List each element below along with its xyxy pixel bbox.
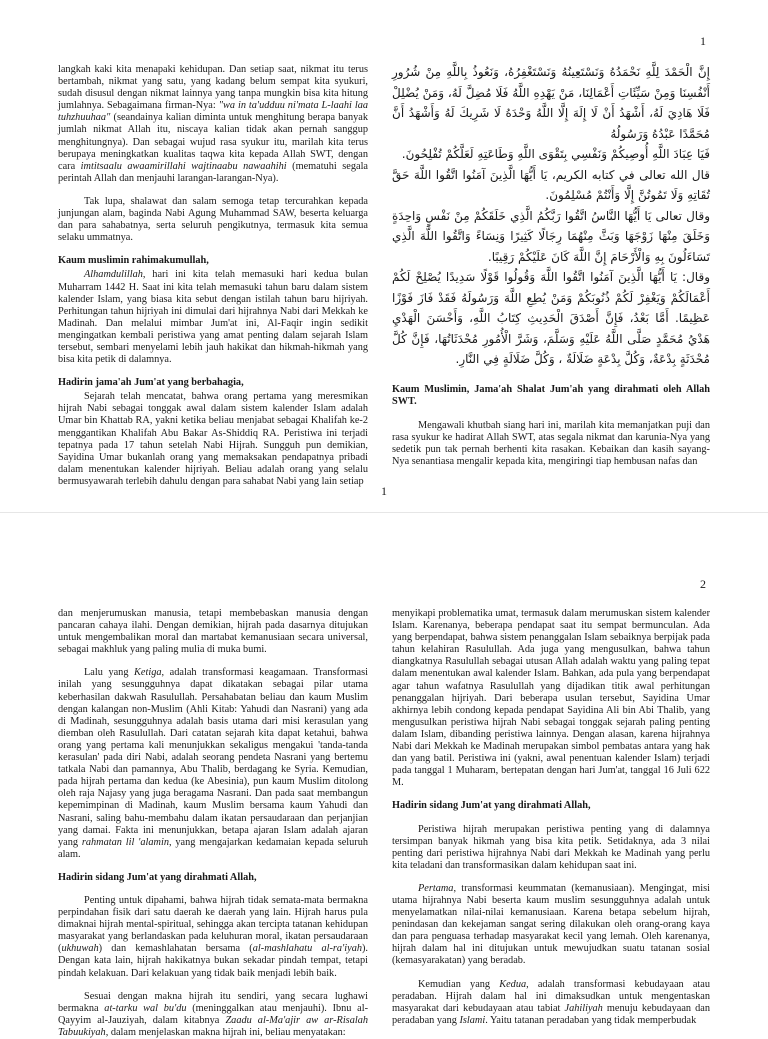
section-heading: Hadirin jama'ah Jum'at yang berbahagia, xyxy=(58,377,244,389)
left-column xyxy=(58,64,369,487)
arabic-text: فَيَا عِبَادَ اللَّهِ أُوصِيكُمْ وَنَفْسِي بِتَقْوَى اللَّهِ وَطَاعَتِهِ لَعَلَّكُمْ تُفْلِحُونَ. xyxy=(401,147,710,161)
paragraph: Mengawali khutbah siang hari ini, marilah kita memanjatkan puji dan rasa syukur ke hadirat Allah SWT, atas segala nikmat dan karunia-Nya yang sedetik pun tak pernah berhenti kita rasakan. Kebaikan dan kasih sayang-Nya senantiasa mengalir kepada kita, mengiringi tiap hembusan nafas dan xyxy=(392,419,710,467)
paragraph: Lalu yang Ketiga, adalah transformasi keagamaan. Transformasi inilah yang sesungguhnya dapat dikatakan sebagai pilar utama keberhasilan dakwah Rasulullah. Persahabatan beliau dan kaum Muslim dengan kalangan non-Muslim (Ahli Kitab: Yahudi dan Nasrani) yang ada di Madinah, sesungguhnya adalah basis utama dari misi kerasulan yang diemban oleh Rasulullah. Dari catatan sejarah kita dapat ketahui, bahwa orang yang pertama kali menunjukkan sekaligus mengakui 'tanda-tanda kerasulan' pada diri Nabi, adalah seorang pendeta Nasrani yang bertemu tatkala Nabi dan pamannya, Abu Thalib, berdagang ke Syria. Kemudian, pada hijrah pertama dan kedua (ke Abesinia), pun kaum Muslim ditolong oleh raja Najasy yang juga beragama Nasrani. Dan pada saat membangun kepemimpinan di Madinah, kaum Muslim bersama kaum Yahudi dan Nasrani, saling bahu-membahu dalam ikatan persaudaraan dan perjanjian yang damai. Fakta ini menunjukkan, betapa ajaran Islam adalah ajaran yang rahmatan lil 'alamin, yang mengajarkan kedamaian kepada seluruh alam. xyxy=(58,667,369,860)
arabic-text: وقال تعالى يَا أَيُّهَا النَّاسُ اتَّقُوا رَبَّكُمُ الَّذِي خَلَقَكُمْ مِنْ نَفْسٍ وَاحِدَةٍ وَخَلَقَ مِنْهَا زَوْجَهَا وَبَثَّ مِنْهُمَا رِجَالًا كَثِيرًا وَنِسَاءً وَاتَّقُوا اللَّهَ الَّذِي تَسَاءَلُونَ بِهِ وَالْأَرْحَامَ إِنَّ اللَّهَ كَانَ عَلَيْكُمْ رَقِيبًا. xyxy=(392,208,710,264)
section-heading: Hadirin sidang Jum'at yang dirahmati Allah, xyxy=(58,871,257,883)
page-number-bottom: 1 xyxy=(381,484,387,498)
section-heading: Kaum muslimin rahimakumullah, xyxy=(58,255,209,267)
arabic-text: إِنَّ الْحَمْدَ لِلَّهِ نَحْمَدُهُ وَنَسْتَعِينُهُ وَنَسْتَغْفِرُهُ، وَنَعُوذُ بِاللَّهِ مِنْ شُرُورِ أَنْفُسِنَا وَمِنْ سَيِّئَاتِ أَعْمَالِنَا، مَنْ يَهْدِهِ اللَّهُ فَلَا مُضِلَّ لَهُ، وَمَنْ يُضْلِلْ فَلَا هَادِيَ لَهُ، أَشْهَدُ أَنْ لَا إِلَهَ إِلَّا اللَّهُ وَحْدَهُ لَا شَرِيكَ لَهُ وَأَشْهَدُ أَنَّ مُحَمَّدًا عَبْدُهُ وَرَسُولُهُ xyxy=(392,65,710,141)
paragraph: langkah kaki kita menapaki kehidupan. Dan setiap saat, nikmat itu terus bertambah, nikmat yang satu, yang kadang belum sempat kita syukuri, sudah disusul dengan nikmat lainnya yang tanpa mungkin bisa kita hitung jumlahnya. Sebagaimana firman-Nya: "wa in ta'udduu ni'mata L-laahi laa tuhzhuuhaa" (seandainya kalian diminta untuk menghitung berapa banyak jumlah nikmat Allah itu, niscaya kalian tidak akan pernah sanggup menghitungnya). Dan sebagai wujud rasa syukur itu, marilah kita terus berupaya meningkatkan kualitas taqwa kita kepada Allah SWT, dengan cara imtitsaalu awaamirillahi wajtinaabu nawaahihi (mematuhi segala perintah Allah dan menjauhi larangan-larangan-Nya). xyxy=(58,64,369,184)
paragraph: Peristiwa hijrah merupakan peristiwa penting yang di dalamnya tersimpan banyak hikmah yang bisa kita petik. Setidaknya, ada 3 nilai penting dari peristiwa hijrahnya Nabi dari Mekkah ke Madinah yang perlu kita teladani dan transformasikan dalam kehidupan saat ini. xyxy=(392,823,710,871)
left-column xyxy=(58,608,369,1038)
arabic-opening xyxy=(392,62,710,370)
paragraph: dan menjerumuskan manusia, tetapi membebaskan manusia dengan pancaran cahaya ilahi. Dengan demikian, hijrah pada dasarnya ditujukan untuk mengembalikan moral dan martabat kemanusiaan secara universal, sebagai makhluk yang paling mulia di muka bumi. xyxy=(58,608,368,656)
paragraph: Sesuai dengan makna hijrah itu sendiri, yang secara lughawi bermakna at-tarku wal bu'du (meninggalkan atau menjauhi). Ibnu al-Qayyim al-Jauziyah, dalam kitabnya Zaadu al-Ma'ajir aw ar-Risalah Tabuukiyah, dalam menjelaskan makna hijrah ini, beliau menyatakan: xyxy=(58,990,368,1038)
page-2 xyxy=(0,512,768,1038)
paragraph: Tak lupa, shalawat dan salam semoga tetap tercurahkan kepada junjungan alam, baginda Nabi Agung Muhammad SAW, beserta keluarga dan para sahabatnya, serta seluruh pengikutnya, termasuk kita semua selaku ummatnya. xyxy=(58,195,368,244)
paragraph: Sejarah telah mencatat, bahwa orang pertama yang meresmikan hijrah Nabi sebagai tonggak awal dalam sistem kalender Islam adalah Umar bin Khattab RA, yakni ketika beliau menjabat sebagai Khalifah ke-2 menggantikan Khalifah Abu Bakar As-Shiddiq RA. Peristiwa ini terjadi tepatnya pada 17 tahun setelah Nabi Hijrah. Sungguh pun demikian, Sayidina Umar bukanlah orang yang memaksakan pendapatnya pribadi dalam menentukan kalender hijriyah. Beliau adalah orang yang selalu bermusyawarah terlebih dahulu dengan para sahabat Nabi yang lain setiap xyxy=(58,391,368,487)
page-1 xyxy=(0,0,768,512)
section-heading: Kaum Muslimin, Jama'ah Shalat Jum'ah yang dirahmati oleh Allah SWT. xyxy=(392,383,710,407)
paragraph: menyikapi problematika umat, termasuk dalam merumuskan sistem kalender Islam. Karenanya, beberapa pendapat saat itu sempat bermunculan. Ada yang berpendapat, bahwa sistem penanggalan Islam sebaiknya berpijak pada tahun kelahiran Rasulullah. Ada juga yang mengusulkan, bahwa tahun diangkatnya Rasulullah sebagai utusan Allah adalah waktu yang paling tepat dalam menentukan awal kalender Islam. Bahkan, ada pula yang berpendapat agar tahun wafatnya Rasulullah yang dijadikan titik awal perhitungan penanggalan hijriyah. Dari beberapa usulan tersebut, Sayidina Umar akhirnya lebih condong kepada pendapat Sayidina Ali bin Abi Thalib, yang mengusulkan peristiwa hijrah Nabi sebagai tonggak sejarah paling penting dalam Islam, dibanding peristiwa lainnya. Dengan alasan, karena hijrahnya Nabi dari Mekkah ke Madinah merupakan simbol pembatas antara yang hak dan yang batil. Peristiwa ini (yakni, awal penentuan kalender Islam) terjadi pada tanggal 1 Muharam, bertepatan dengan hari Jum'at, tanggal 16 Juli 622 M. xyxy=(392,608,710,789)
paragraph: Penting untuk dipahami, bahwa hijrah tidak semata-mata bermakna perpindahan fisik dari satu daerah ke daerah yang lain. Hijrah harus pula dimaknai hijrah mental-spiritual, sehingga akan tercipta tatanan kehidupan masyarakat yang berlandaskan pada keluhuran moral, ikatan persaudaraan (ukhuwah) dan kemashlahatan bersama (al-mashlahatu al-ra'iyah). Dengan kata lain, hijrah hakikatnya bukan sekadar pindah tempat, tetapi pindah kelakuan. Dari kelakuan yang tidak baik menjadi lebih baik. xyxy=(58,894,369,979)
page-number-top: 2 xyxy=(700,577,706,591)
arabic-text: وقال: يَا أَيُّهَا الَّذِينَ آمَنُوا اتَّقُوا اللَّهَ وَقُولُوا قَوْلًا سَدِيدًا يُصْلِحْ لَكُمْ أَعْمَالَكُمْ وَيَغْفِرْ لَكُمْ ذُنُوبَكُمْ وَمَنْ يُطِعِ اللَّهَ وَرَسُولَهُ فَقَدْ فَازَ فَوْزًا عَظِيمًا. أَمَّا بَعْدُ، فَإِنَّ أَصْدَقَ الْحَدِيثِ كِتَابُ اللَّهِ، وَأَحْسَنَ الْهَدْيِ هَدْيُ مُحَمَّدٍ صَلَّى اللَّهُ عَلَيْهِ وَسَلَّمَ، وَشَرَّ الْأُمُورِ مُحْدَثَاتُهَا، فَإِنَّ كُلَّ مُحْدَثَةٍ بِدْعَةٌ، وَكُلَّ بِدْعَةٍ ضَلَالَةٌ ، وَكُلَّ ضَلَالَةٍ فِي النَّارِ. xyxy=(392,270,710,366)
right-column xyxy=(392,608,710,1026)
right-column xyxy=(392,62,710,472)
page-number-top: 1 xyxy=(700,34,706,48)
paragraph: Kemudian yang Kedua, adalah transformasi kebudayaan atau peradaban. Hijrah dalam hal ini dimaksudkan untuk mengentaskan masyarakat dari kebudayaan atau tabiat Jahiliyah menuju kebudayaan dan peradaban yang Islami. Yaitu tatanan peradaban yang tidak memperbudak xyxy=(392,978,710,1026)
arabic-text: قال الله تعالى في كتابه الكريم، يَا أَيُّهَا الَّذِينَ آمَنُوا اتَّقُوا اللَّهَ حَقَّ تُقَاتِهِ وَلَا تَمُوتُنَّ إِلَّا وَأَنْتُمْ مُسْلِمُونَ. xyxy=(392,167,710,202)
paragraph: Pertama, transformasi keummatan (kemanusiaan). Mengingat, misi utama hijrahnya Nabi beserta kaum muslim sesungguhnya adalah untuk menyelamatkan nilai-nilai kemanusiaan. Karena betapa sebelum hijrah, penindasan dan kekejaman sangat sering dilakukan oleh orang-orang kaya dan para penguasa terhadap masyarakat kecil yang lemah. Oleh karenanya, hijrah dalam hal ini ditujukan untuk mewujudkan suatu tatanan sosial (kemasyarakatan) yang beradab. xyxy=(392,882,710,967)
paragraph: Alhamdulillah, hari ini kita telah memasuki hari kedua bulan Muharram 1442 H. Saat ini kita telah memasuki tahun baru dalam sistem kalender Islam, yang biasa kita sebut dengan istilah tahun baru hijriyah. Perhitungan tahun hijriyah ini dimulai dari hijrahnya Nabi dari Mekkah ke Madinah. Dan melalui mimbar Jum'at ini, Al-Faqir ingin sedikit mengingatkan kembali peristiwa yang amat penting dalam sejarah Islam tersebut, sembari menyelami lebih jauh hakikat dan hikmah-hikmah yang bisa kita petik di dalamnya. xyxy=(58,269,368,366)
section-heading: Hadirin sidang Jum'at yang dirahmati Allah, xyxy=(392,800,591,812)
